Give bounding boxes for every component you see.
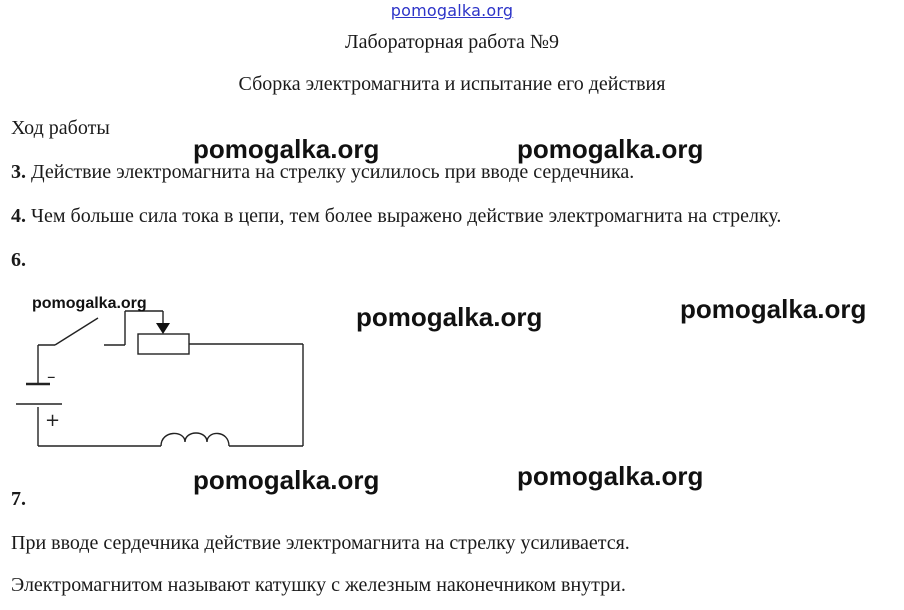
coil-icon xyxy=(161,433,229,446)
item-4 xyxy=(11,205,781,228)
watermark: pomogalka.org xyxy=(517,461,704,491)
watermark: pomogalka.org xyxy=(517,134,704,164)
item-number: 4. xyxy=(11,205,26,227)
watermark: pomogalka.org xyxy=(32,295,147,312)
item-number: 7. xyxy=(11,488,26,510)
circuit-diagram xyxy=(0,290,330,455)
battery-plus-label: + xyxy=(45,410,61,431)
rheostat-body xyxy=(138,334,189,354)
page-title: Лабораторная работа №9 xyxy=(345,31,559,53)
item-text: Действие электромагнита на стрелку усилилось при вводе сердечника. xyxy=(26,161,635,183)
watermark: pomogalka.org xyxy=(193,134,380,164)
item-text: Чем больше сила тока в цепи, тем более выражено действие электромагнита на стрелку. xyxy=(26,205,782,227)
watermark: pomogalka.org xyxy=(680,294,867,324)
page-subtitle: Сборка электромагнита и испытание его действия xyxy=(238,73,666,95)
switch-blade xyxy=(55,318,98,345)
conclusion-1: При вводе сердечника действие электромагнита на стрелку усиливается. xyxy=(11,532,630,554)
item-number: 3. xyxy=(11,161,26,183)
item-7 xyxy=(11,488,26,511)
slider-arrow-icon xyxy=(156,323,170,334)
watermark: pomogalka.org xyxy=(193,465,380,495)
battery-minus-label: – xyxy=(47,367,56,387)
section-heading: Ход работы xyxy=(11,117,110,139)
item-number: 6. xyxy=(11,249,26,271)
conclusion-2: Электромагнитом называют катушку с железным наконечником внутри. xyxy=(11,574,626,596)
watermark: pomogalka.org xyxy=(356,302,543,332)
item-6 xyxy=(11,249,26,272)
site-watermark-top: pomogalka.org xyxy=(390,1,514,20)
